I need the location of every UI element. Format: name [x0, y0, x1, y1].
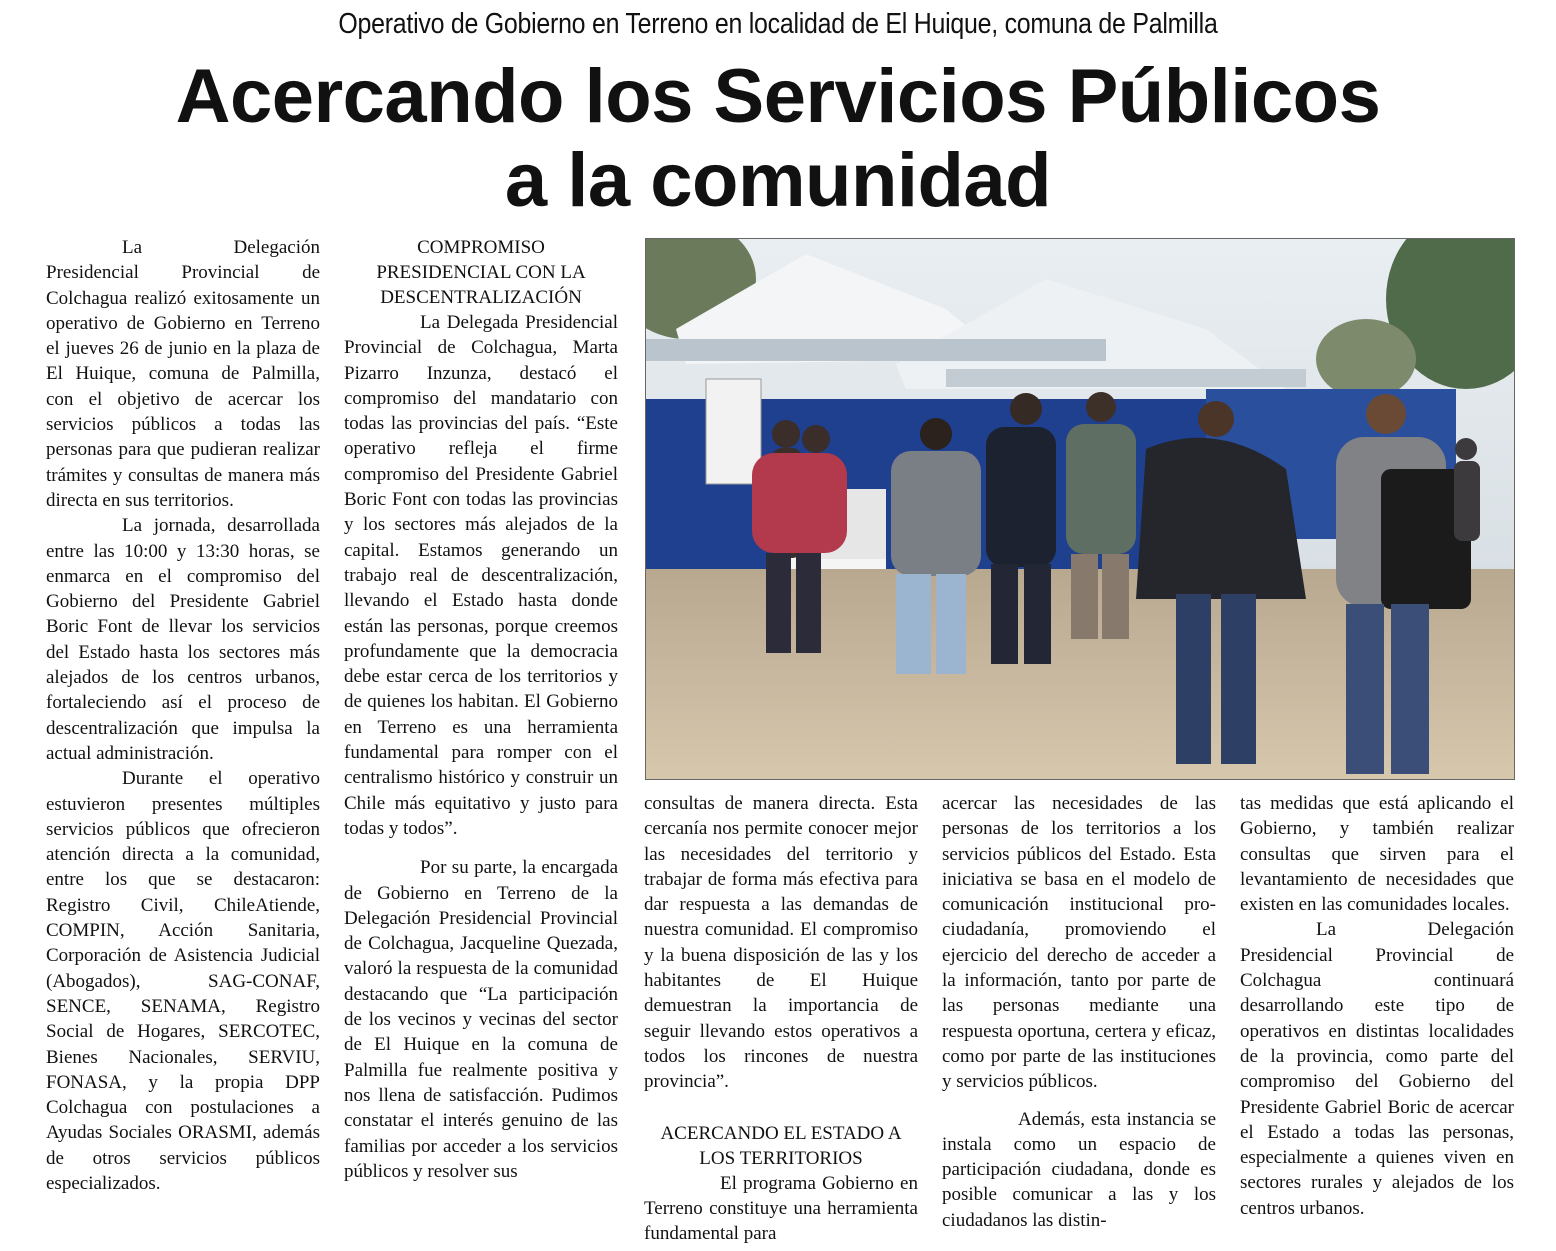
paragraph: La jornada, desarrollada entre las 10:00 y 13:30 horas, se enmarca en el compromiso del Gobierno del Presidente Gabriel Boric Font de llevar los servicios del Estado hasta los sectores más alejados de los centros urbanos, fortaleciendo así el proceso de descentralización que impulsa la actual administración.: [46, 515, 320, 764]
column-4: [942, 791, 1216, 1233]
column-2: [344, 235, 618, 1184]
headline-line-1: Acercando los Servicios Públicos: [175, 54, 1381, 139]
paragraph: La Delegación Presidencial Provincial de Colchagua continuará desarrollando este tipo de operativos en distintas localidades de la provincia, como parte del compromiso del Gobierno del Presidente Gabriel Boric de acercar el Estado a todas las personas, especialmente a quienes viven en sectores rurales y alejados de los centros urbanos.: [1240, 919, 1514, 1219]
paragraph: El programa Gobierno en Terreno constituye una herramienta fundamental para: [644, 1172, 918, 1245]
paragraph: acercar las necesidades de las personas de los territorios a los servicios públicos del Estado. Esta iniciativa se basa en el modelo de comunicación institucional pro-ciudadanía, promoviendo el ejercicio del derecho de acceder a la información, tanto por parte de las personas mediante una respuesta oportuna, certera y eficaz, como por parte de las instituciones y servicios públicos.: [942, 793, 1216, 1093]
paragraph: La Delegada Presidencial Provincial de Colchagua, Marta Pizarro Inzunza, destacó el compromiso del mandatario con todas las provincias del país. “Este operativo refleja el firme compromiso del Presidente Gabriel Boric Font con todas las provincias y los sectores más alejados de la capital. Estamos generando un trabajo real de descentralización, llevando el Estado hasta donde están las personas, porque creemos profundamente que la democracia debe estar cerca de los territorios y de quienes los habitan. El Gobierno en Terreno es una herramienta fundamental para romper con el centralismo histórico y construir un Chile más equitativo y justo para todas y todos”.: [344, 312, 618, 839]
paragraph: Durante el operativo estuvieron presentes múltiples servicios públicos que ofrecieron atención directa a la comunidad, entre los que se destacaron: Registro Civil, ChileAtiende, COMPIN, Acción Sanitaria, Corporación de Asistencia Judicial (Abogados), SAG-CONAF, SENCE, SENAMA, Registro Social de Hogares, SERCOTEC, Bienes Nacionales, SERVIU, FONASA, y la propia DPP Colchagua con postulaciones a Ayudas Sociales ORASMI, además de otros servicios públicos especializados.: [46, 768, 320, 1194]
subheading-acercando: ACERCANDO EL ESTADO A LOS TERRITORIOS: [660, 1122, 902, 1169]
article-headline: [0, 55, 1556, 223]
paragraph: La Delegación Presidencial Provincial de Colchagua realizó exitosamente un operativo de Gobierno en Terreno el jueves 26 de junio en la plaza de El Huique, comuna de Palmilla, con el objetivo de acercar los servicios públicos a todas las personas para que pudieran realizar trámites y consultas de manera más directa en sus territorios.: [46, 237, 320, 511]
column-5: [1240, 791, 1514, 1221]
column-3: [644, 791, 918, 1246]
photo-illustration: [646, 239, 1514, 779]
article-photo: [645, 238, 1515, 780]
paragraph: consultas de manera directa. Esta cercanía nos permite conocer mejor las necesidades del territorio y trabajar de forma más efectiva para dar respuesta a las demandas de nuestra comunidad. El compromiso y la buena disposición de las y los habitantes de El Huique demuestran la importancia de seguir llevando estos operativos a todos los rincones de nuestra provincia”.: [644, 793, 918, 1093]
paragraph: Por su parte, la encargada de Gobierno en Terreno de la Delegación Presidencial Provincial de Colchagua, Jacqueline Quezada, valoró la respuesta de la comunidad destacando que “La participación de los vecinos y vecinas del sector de El Huique en la comuna de Palmilla fue realmente positiva y nos llena de satisfacción. Pudimos constatar el interés genuino de las familias por acceder a los servicios públicos y resolver sus: [344, 857, 618, 1182]
column-1: [46, 235, 320, 1196]
subheading-compromiso: COMPROMISO PRESIDENCIAL CON LA DESCENTRALIZACIÓN: [376, 237, 586, 308]
paragraph: Además, esta instancia se instala como un espacio de participación ciudadana, donde es posible comunicar a las y los ciudadanos las distin-: [942, 1108, 1216, 1231]
headline-line-2: a la comunidad: [504, 138, 1052, 223]
paragraph: tas medidas que está aplicando el Gobierno, y también realizar consultas que sirven para el levantamiento de necesidades que existen en las comunidades locales.: [1240, 793, 1514, 916]
article-kicker: Operativo de Gobierno en Terreno en localidad de El Huique, comuna de Palmilla: [338, 8, 1218, 40]
